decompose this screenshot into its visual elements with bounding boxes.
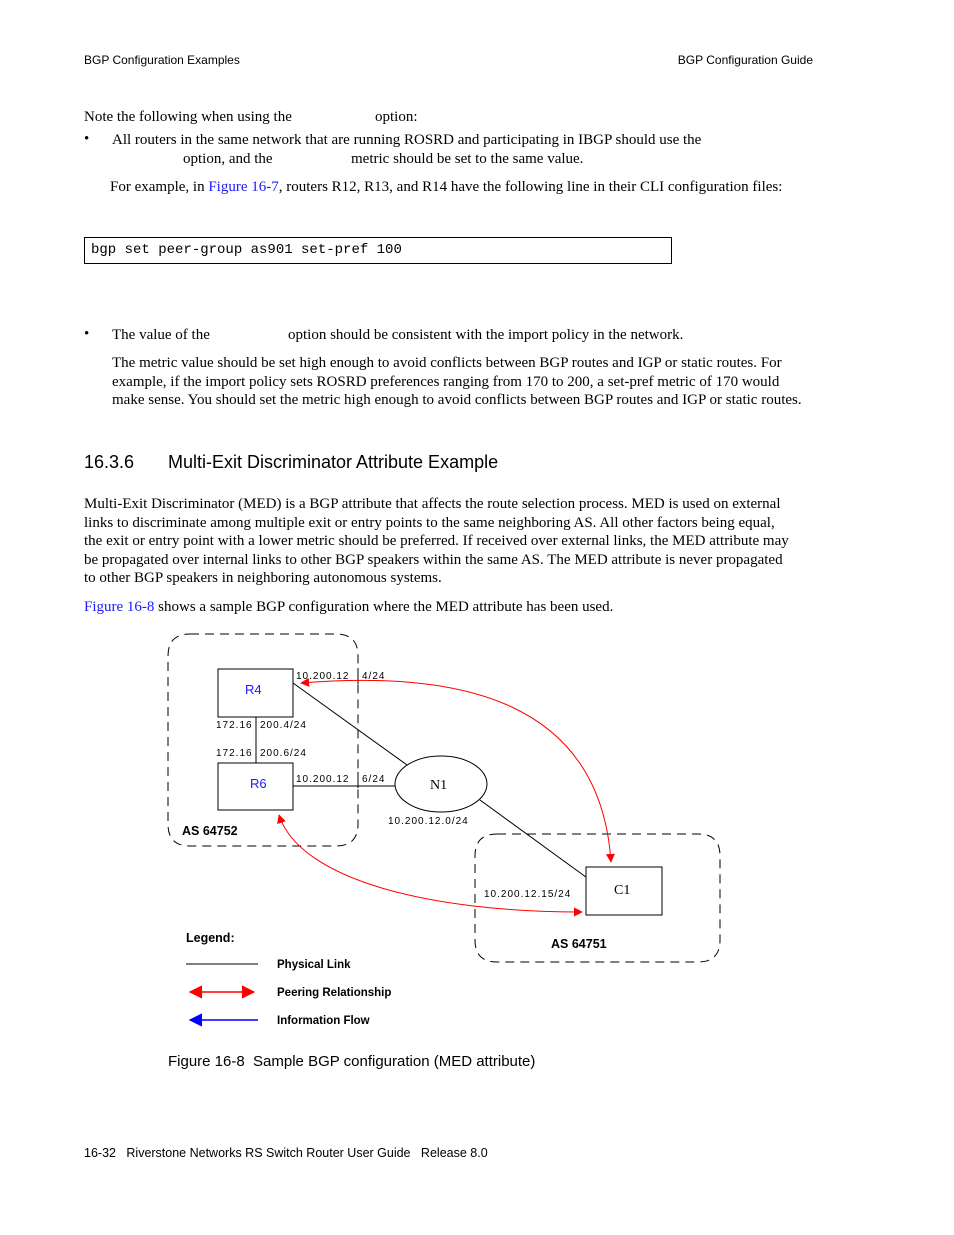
ip-label: 4/24 [362, 671, 386, 682]
bullet-marker: • [84, 131, 90, 147]
bullet1-line2a: option, and the [183, 151, 273, 167]
figure-16-8-link[interactable]: Figure 16-8 [84, 599, 155, 615]
med-line: Multi-Exit Discriminator (MED) is a BGP attribute that affects the route selection process. MED is used on external [84, 496, 781, 512]
as-64752-boundary [168, 634, 358, 846]
figure-16-7-link[interactable]: Figure 16-7 [208, 179, 279, 195]
figure-caption: Figure 16-8 Sample BGP configuration (MED attribute) [168, 1053, 536, 1070]
med-line: the exit or entry point with a lower metric should be preferred. If received over external links, the MED attribute may [84, 533, 789, 549]
router-r6-label: R6 [250, 776, 267, 791]
running-header-left: BGP Configuration Examples [84, 53, 240, 67]
metric-line: make sense. You should set the metric high enough to avoid conflicts between BGP routes and IGP or static routes. [112, 392, 802, 408]
figure-ref-post: shows a sample BGP configuration where the MED attribute has been used. [154, 599, 614, 615]
ip-label: 10.200.12 [296, 671, 350, 682]
med-line: to other BGP speakers in neighboring autonomous systems. [84, 570, 442, 586]
example-pre: For example, in [110, 179, 209, 195]
legend-info-label: Information Flow [277, 1015, 370, 1027]
metric-line: example, if the import policy sets ROSRD preferences ranging from 170 to 200, a set-pref metric of 170 would [112, 373, 780, 390]
bullet2-text-a: The value of the [112, 327, 210, 343]
code-line: bgp set peer-group as901 set-pref 100 [91, 242, 402, 258]
metric-line: The metric value should be set high enough to avoid conflicts between BGP routes and IGP or static routes. For [112, 355, 782, 371]
as-64751-label: AS 64751 [551, 937, 607, 951]
running-header-right: BGP Configuration Guide [677, 53, 813, 67]
ip-label: 10.200.12.15/24 [484, 889, 572, 900]
ip-label: 10.200.12.0/24 [388, 816, 469, 827]
bullet1-line1: All routers in the same network that are running ROSRD and participating in IBGP should use the [112, 132, 702, 148]
bullet-marker: • [84, 326, 90, 342]
legend-peering-label: Peering Relationship [277, 987, 392, 999]
router-c1-label: C1 [614, 883, 631, 898]
ip-label: 200.4/24 [260, 720, 307, 731]
ip-label: 172.16 [216, 748, 253, 759]
section-title: Multi-Exit Discriminator Attribute Example [168, 452, 499, 472]
ip-label: 6/24 [362, 774, 386, 785]
router-r4-label: R4 [245, 682, 262, 697]
bullet1-line2b: metric should be set to the same value. [351, 151, 584, 167]
ip-label: 10.200.12 [296, 774, 350, 785]
med-line: links to discriminate among multiple exit or entry points to the same neighboring AS. All other factors being equal, [84, 514, 775, 531]
ip-label: 200.6/24 [260, 748, 307, 759]
med-line: be propagated over internal links to other BGP speakers within the same AS. The MED attribute is never propagated [84, 551, 783, 568]
network-n1-label: N1 [430, 778, 448, 793]
intro-text-start: Note the following when using the [84, 109, 292, 125]
legend-title: Legend: [186, 931, 235, 945]
as-64752-label: AS 64752 [182, 824, 238, 838]
intro-text-end: option: [375, 109, 418, 125]
example-post: , routers R12, R13, and R14 have the following line in their CLI configuration files: [278, 179, 783, 195]
physical-link-r4-n1 [293, 683, 407, 765]
section-number: 16.3.6 [84, 452, 135, 472]
physical-link-n1-c1 [480, 800, 590, 880]
bullet2-text-b: option should be consistent with the import policy in the network. [288, 327, 684, 343]
page-footer: 16-32 Riverstone Networks RS Switch Router User Guide Release 8.0 [84, 1146, 488, 1160]
ip-label: 172.16 [216, 720, 253, 731]
legend-physical-label: Physical Link [277, 959, 351, 971]
